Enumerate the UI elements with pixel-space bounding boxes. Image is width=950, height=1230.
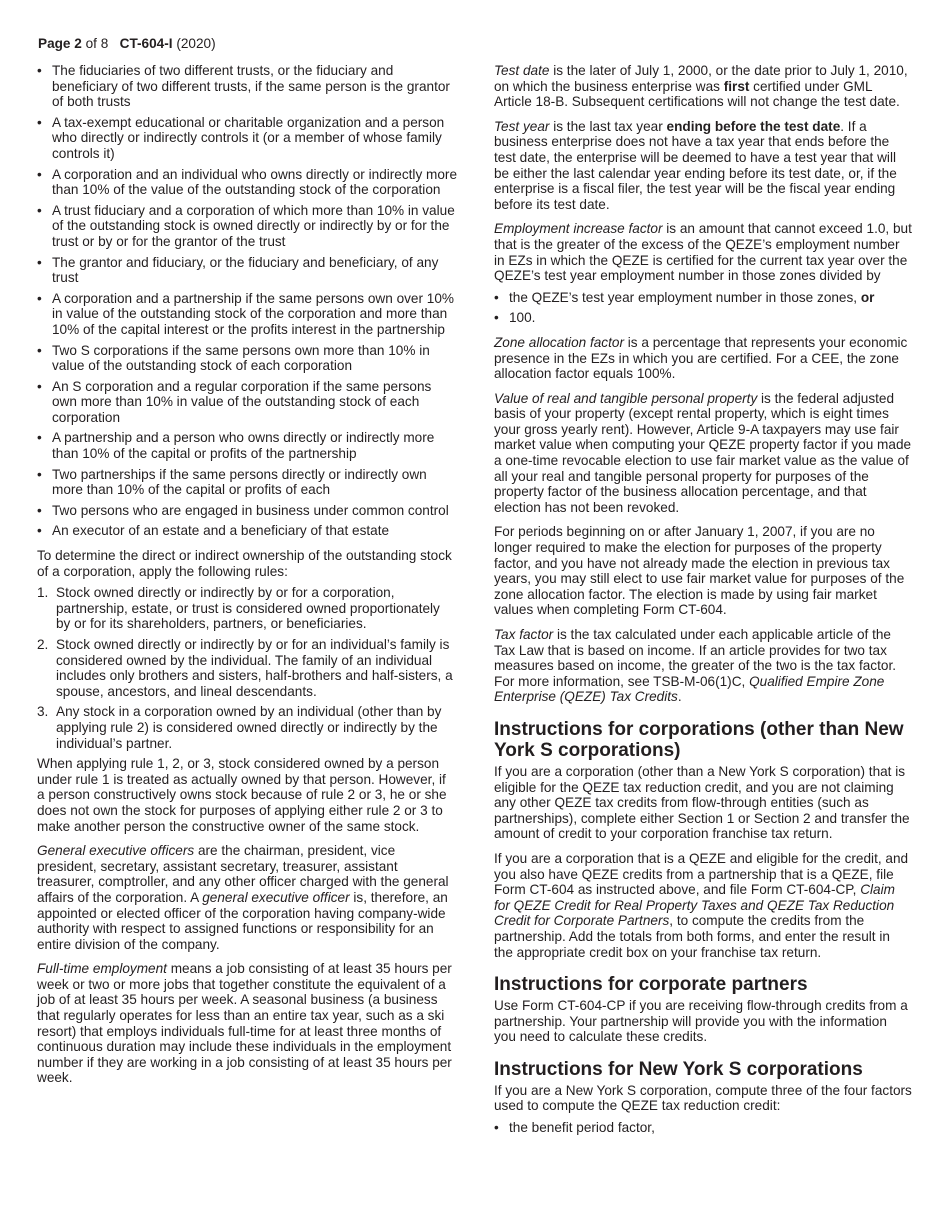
corporate-partners-paragraph: Use Form CT-604-CP if you are receiving flow-through credits from a partnership. Your partnership will provide you with the information you need to calculate these credits. — [494, 998, 908, 1045]
term: general executive officer — [202, 889, 350, 905]
rule-number: 1. — [37, 585, 49, 601]
ownership-rules — [37, 585, 457, 751]
emphasis: or — [860, 289, 875, 305]
term: Full-time employment — [37, 961, 167, 977]
definition-text: means a job consisting of at least 35 hours per week or two or more jobs that together constitute the equivalent of a job of at least 35 hours per week. A seasonal business (a business that regularly operates for less than an entire tax year, such as a ski resort) that employs individuals full-time for at least three months of continuous duration may include these individuals in the employment number if they are working in a job consisting of at least 35 hours per week. — [37, 961, 452, 1086]
rule-number: 3. — [37, 704, 49, 720]
rule-number: 2. — [37, 637, 49, 652]
zone-allocation-factor-paragraph — [494, 335, 912, 382]
corporations-paragraph-2 — [494, 851, 912, 960]
definition-text: . If a business enterprise does not have a tax year that ends before the test date, the enterprise will be deemed to have a test year that will be either the last calendar year ending before its test date, or, if the enterprise is a fiscal filer, the test year will be the fiscal year ending before its test date. — [494, 118, 897, 212]
rule-text: Stock owned directly or indirectly by or for an individual’s family is considered owned by the individual. The family of an individual includes only brothers and sisters, half-brothers and half-sisters, a spouse, ancestors, and lineal descendants. — [56, 637, 453, 699]
form-number: CT-604-I — [119, 36, 173, 51]
list-item: • An S corporation and a regular corporation if the same persons own more than 10% in value of the outstanding stock of each corporation — [37, 379, 457, 426]
rule-item — [37, 704, 457, 751]
list-item: • Two partnerships if the same persons directly or indirectly own more than 10% of the capital or profits of each — [37, 467, 457, 498]
relationship-list — [37, 63, 457, 539]
definition-text: is the last tax year — [549, 118, 667, 134]
heading-ny-s-corporations: Instructions for New York S corporations — [494, 1058, 863, 1080]
definition-text: is the federal adjusted basis of your property (except rental property, which is eight times your gross yearly rent). However, Article 9-A taxpayers may use fair market value when computing your QEZE property factor if you made a one-time revocable election to use fair market value as the value of all your real and tangible personal property for purposes of the property factor of the business allocation percentage, and that election has not been revoked. — [494, 390, 912, 515]
rules-after: When applying rule 1, 2, or 3, stock considered owned by a person under rule 1 is treated as actually owned by that person. However, if a person constructively owns stock because of rule 2 or 3, he or she does not own the stock for purposes of applying either rule 2 or 3 to make another person the constructive owner of the same stock. — [37, 756, 447, 834]
full-time-employment-paragraph — [37, 961, 457, 1086]
list-item: • Two S corporations if the same persons own more than 10% in value of the outstanding stock of each corporation — [37, 343, 457, 374]
rule-item — [37, 637, 457, 699]
s-corp-factor-list — [494, 1120, 912, 1136]
definition-text: is the later of July 1, 2000, or the date prior to July 1, 2010, on which the business enterprise was — [494, 63, 908, 94]
term: Tax factor — [494, 627, 554, 642]
term: Zone allocation factor — [494, 334, 624, 350]
form-title: Claim for QEZE Credit for Real Property Taxes and QEZE Tax Reduction Credit for Corporate Partners — [494, 882, 895, 929]
tax-factor-paragraph — [494, 627, 912, 705]
definition-text: certified under GML Article 18-B. Subsequent certifications will not change the test date. — [494, 78, 900, 110]
definition-text: is, therefore, an appointed or elected officer of the corporation having company-wide authority with respect to assigned functions or responsibility for an entire division of the company. — [37, 889, 448, 952]
employment-divisor-list — [494, 290, 912, 326]
definition-text: are the chairman, president, vice president, secretary, assistant secretary, treasurer, assistant treasurer, comptroller, and any other officer charged with the general affairs of the corporation. A — [37, 843, 449, 905]
definition-text: is a percentage that represents your economic presence in the EZs in which you are certified. For a CEE, the zone allocation factor equals 100%. — [494, 334, 908, 382]
emphasis: ending before the test date — [666, 118, 841, 134]
general-executive-officers-paragraph — [37, 843, 457, 952]
test-date-paragraph — [494, 63, 912, 110]
property-value-paragraph — [494, 391, 912, 516]
right-column — [494, 63, 912, 1141]
term: Employment increase factor — [494, 221, 663, 237]
list-item: • A trust fiduciary and a corporation of which more than 10% in value of the outstanding stock is owned directly or indirectly by or for the trust or by or for the grantor of the trust — [37, 203, 457, 250]
left-column — [37, 63, 457, 1095]
publication-title: Qualified Empire Zone Enterprise (QEZE) Tax Credits — [494, 673, 885, 705]
rule-item — [37, 585, 457, 632]
paragraph-text: If you are a corporation that is a QEZE and eligible for the credit, and you also have QEZE credits from a partnership that is a QEZE, file Form CT-604 as instructed above, and file Form CT-604-CP, — [494, 850, 909, 898]
page-label: Page 2 — [38, 36, 82, 51]
heading-corporations: Instructions for corporations (other than New York S corporations) — [494, 718, 904, 761]
page-header — [38, 36, 216, 52]
list-item: • A corporation and a partnership if the same persons own over 10% in value of the outstanding stock of the corporation and more than 10% of the capital interest or the profits interest in the partnership — [37, 291, 457, 338]
list-item — [494, 290, 912, 306]
definition-text: is the tax calculated under each applicable article of the Tax Law that is based on income. If an article provides for two tax measures based on income, the greater of the two is the tax factor. For more information, see TSB-M-06(1)C, — [494, 627, 896, 689]
list-item-text: the QEZE’s test year employment number in those zones, — [509, 289, 861, 305]
heading-corporate-partners: Instructions for corporate partners — [494, 974, 808, 996]
list-item: • A partnership and a person who owns directly or indirectly more than 10% of the capital or profits of the partnership — [37, 430, 457, 461]
list-item: • The fiduciaries of two different trusts, or the fiduciary and beneficiary of two different trusts, if the same person is the grantor of both trusts — [37, 63, 457, 110]
list-item: • Two persons who are engaged in business under common control — [37, 503, 457, 519]
rules-intro: To determine the direct or indirect ownership of the outstanding stock of a corporation, apply the following rules: — [37, 548, 452, 579]
definition-text: is an amount that cannot exceed 1.0, but that is the greater of the excess of the QEZE’s employment number in EZs in which the QEZE is certified for the current tax year over the QEZE’s test year employment number in those zones divided by — [494, 221, 912, 284]
rule-text: Any stock in a corporation owned by an individual (other than by applying rule 2) is considered owned directly or indirectly by the individual’s partner. — [56, 704, 442, 751]
form-year: (2020) — [176, 36, 216, 51]
corporations-paragraph-1: If you are a corporation (other than a New York S corporation) that is eligible for the QEZE tax reduction credit, and you are not claiming any other QEZE tax credits from flow-through entities (such as partnerships), complete either Section 1 or Section 2 and transfer the amount of credit to your corporation franchise tax return. — [494, 763, 910, 842]
emphasis: first — [723, 78, 750, 94]
list-item: • the benefit period factor, — [494, 1120, 912, 1136]
paragraph-text: , to compute the credits from the partnership. Add the totals from both forms, and enter the result in the appropriate credit box on your franchise tax return. — [494, 913, 890, 960]
test-year-paragraph — [494, 119, 912, 213]
term: Test year — [494, 118, 550, 134]
list-item: • A tax-exempt educational or charitable organization and a person who directly or indirectly controls it (or a member of whose family controls it) — [37, 115, 457, 162]
periods-paragraph: For periods beginning on or after January 1, 2007, if you are no longer required to make the election for purposes of the property factor, and you have not already made the election in previous tax years, you may still elect to use fair market value for purposes of the zone allocation factor. The election is made by using fair market values when completing Form CT-604. — [494, 524, 905, 618]
page-of: of 8 — [85, 36, 109, 51]
list-item: • 100. — [494, 310, 912, 326]
list-item: • An executor of an estate and a beneficiary of that estate — [37, 523, 457, 539]
term: General executive officers — [37, 843, 195, 859]
list-item: • A corporation and an individual who owns directly or indirectly more than 10% of the value of the outstanding stock of the corporation — [37, 167, 457, 198]
term: Value of real and tangible personal property — [494, 390, 758, 406]
rule-text: Stock owned directly or indirectly by or for a corporation, partnership, estate, or trust is considered owned proportionately by or for its shareholders, partners, or beneficiaries. — [56, 585, 440, 632]
term: Test date — [494, 63, 550, 78]
definition-text: . — [677, 689, 682, 705]
employment-increase-factor-paragraph — [494, 221, 912, 283]
ny-s-corporations-paragraph: If you are a New York S corporation, compute three of the four factors used to compute the QEZE tax reduction credit: — [494, 1082, 912, 1114]
list-item: • The grantor and fiduciary, or the fiduciary and beneficiary, of any trust — [37, 255, 457, 286]
